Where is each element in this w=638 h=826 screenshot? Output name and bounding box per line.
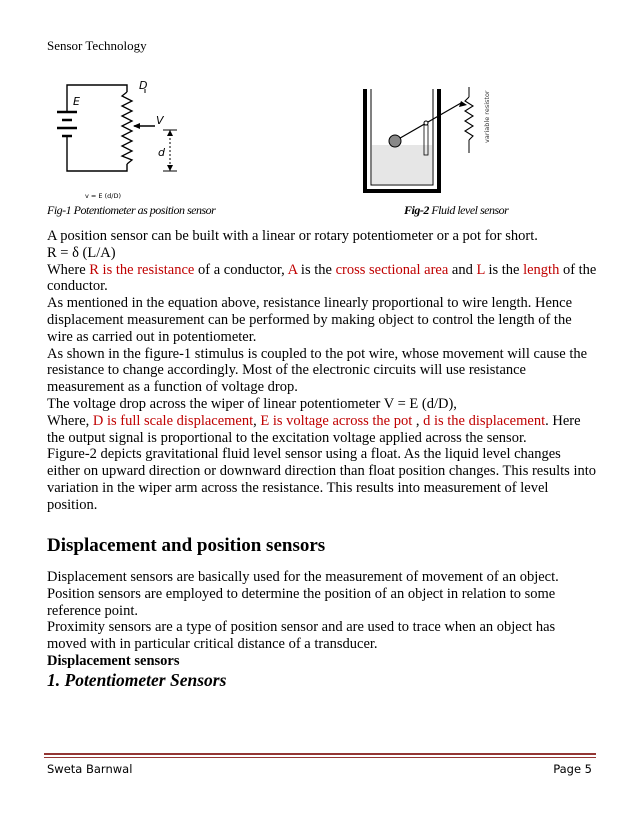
- paragraph-7: Where, D is full scale displacement, E is voltage across the pot , d is the displacement. Here the output signal is proportional to the excitation voltage applied across the sensor.: [47, 412, 581, 446]
- float-ball: [389, 135, 401, 147]
- paragraph-6: The voltage drop across the wiper of linear potentiometer V = E (d/D),: [47, 395, 457, 412]
- footer-page-number: Page 5: [553, 762, 592, 776]
- list-item-title: 1. Potentiometer Sensors: [47, 669, 227, 690]
- page-header: Sensor Technology: [47, 38, 147, 53]
- section-paragraph-1: Displacement sensors are basically used for the measurement of movement of an object.: [47, 569, 559, 585]
- label-d: d: [158, 146, 165, 159]
- formula-label: v = E (d/D): [85, 192, 121, 200]
- footer-author: Sweta Barnwal: [47, 762, 133, 776]
- d-arrow-bottom: [167, 165, 173, 171]
- paragraph-4: As mentioned in the equation above, resistance linearly proportional to wire length. Hence displacement measurement can be performed by making object to control the length of the wire as carried out in potentiometer.: [47, 295, 573, 345]
- potentiometer-circuit-figure: [45, 72, 190, 202]
- figure2-caption-number: Fig-2: [404, 203, 429, 217]
- figure2-caption-text: Fluid level sensor: [428, 203, 509, 217]
- footer-rule-thin: [44, 757, 596, 758]
- pivot: [424, 121, 428, 125]
- liquid: [372, 145, 432, 184]
- figure1-caption: Fig-1 Potentiometer as position sensor: [47, 203, 216, 217]
- label-V: V: [156, 114, 164, 127]
- paragraph-3: Where R is the resistance of a conductor, A is the cross sectional area and L is the length of the conductor.: [47, 261, 597, 295]
- figure2-caption: [404, 203, 508, 218]
- label-D: D: [139, 79, 148, 92]
- wiper-arrow-head: [133, 123, 140, 129]
- fluid-level-sensor-figure: [357, 83, 497, 195]
- variable-resistor-label: variable resistor: [483, 90, 491, 143]
- d-arrow-top: [167, 130, 173, 136]
- main-body: [47, 228, 597, 514]
- section-paragraph-2: Position sensors are employed to determine the position of an object in relation to some reference point.: [47, 585, 556, 619]
- section-paragraph-3: Proximity sensors are a type of position sensor and are used to trace when an object has moved with in particular critical distance of a transducer.: [47, 619, 556, 653]
- paragraph-1: A position sensor can be built with a linear or rotary potentiometer or a pot for short.: [47, 228, 538, 244]
- bottom-wire: [67, 136, 127, 171]
- resistor-zigzag-2: [465, 97, 473, 140]
- paragraph-5: As shown in the figure-1 stimulus is coupled to the pot wire, whose movement will cause the resistance to change accordingly. Most of the electronic circuits will use resistance measurement as a function of voltage drop.: [47, 345, 588, 396]
- resistor-zigzag: [122, 92, 132, 164]
- section-body: [47, 569, 597, 690]
- footer-rule-thick: [44, 753, 596, 755]
- subheading: Displacement sensors: [47, 652, 180, 669]
- equation: R = δ (L/A): [47, 244, 116, 261]
- label-E: E: [73, 95, 80, 108]
- section-heading: Displacement and position sensors: [47, 535, 326, 556]
- paragraph-8: Figure-2 depicts gravitational fluid level sensor using a float. As the liquid level changes either on upward direction or downward direction than float position changes. This results into variation in the wiper arm across the resistance. This results into measurement of level position.: [47, 446, 596, 513]
